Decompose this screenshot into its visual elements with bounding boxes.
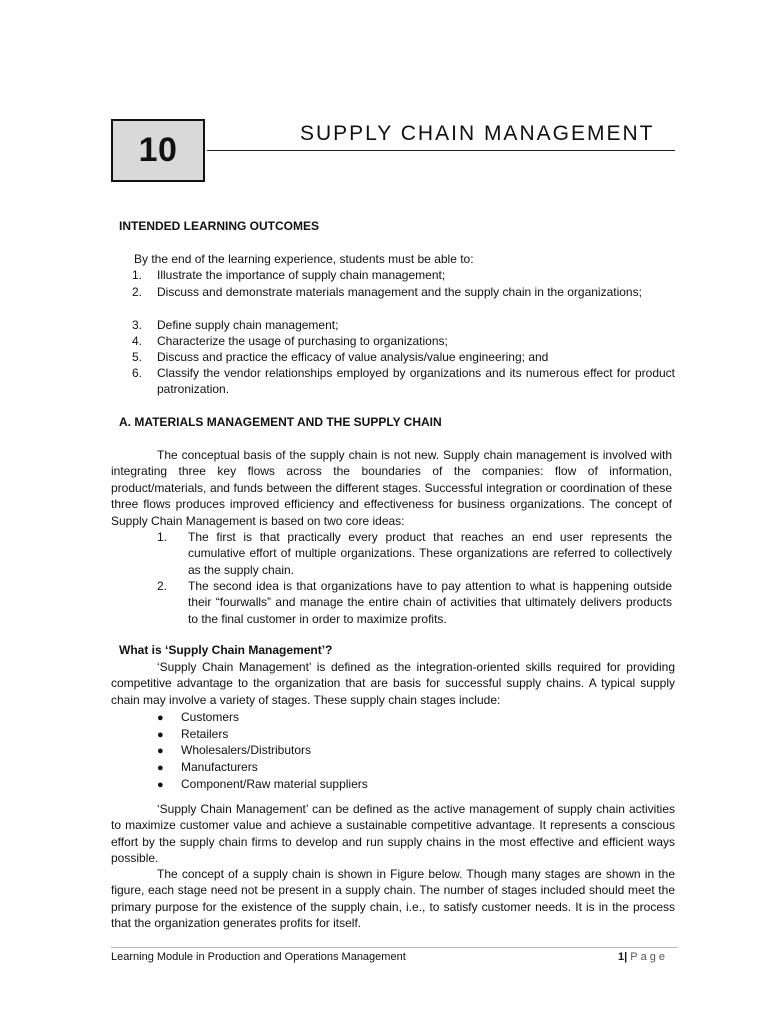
- section-a-paragraph: The conceptual basis of the supply chain is not new. Supply chain management is involved with integrating three key flows across the boundaries of the companies: flow of information, product/materials, and funds between the different stages. Successful integration or coordination of these three flows produces improved efficiency and effectiveness for business organizations. The concept of Supply Chain Management is based on two core ideas:: [111, 448, 672, 528]
- scm-concept-paragraph: The concept of a supply chain is shown in Figure below. Though many stages are shown in the figure, each stage need not be present in a supply chain. The number of stages included should meet the primary purpose for the existence of the supply chain, i.e., to satisfy customer needs. It is in the process that the organization generates profits for itself.: [111, 867, 675, 931]
- outcome-item: [132, 349, 675, 365]
- stage-label: Customers: [181, 710, 240, 724]
- stage-label: Retailers: [181, 727, 229, 741]
- what-is-heading: What is ‘Supply Chain Management’?: [119, 643, 333, 657]
- outcome-item: [132, 284, 675, 300]
- stage-bullet: [157, 709, 239, 726]
- outcome-text: Illustrate the importance of supply chain management;: [157, 268, 446, 282]
- bullet-icon: ●: [157, 712, 164, 724]
- core-idea-text: The first is that practically every product that reaches an end user represents the cumulative effort of multiple organizations. These organizations are referred to collectively as the supply chain.: [188, 530, 672, 577]
- stage-bullet: [157, 726, 228, 743]
- bullet-icon: ●: [157, 745, 164, 757]
- outcome-item: [132, 267, 675, 283]
- stage-bullet: [157, 776, 368, 793]
- core-idea-number: 2.: [157, 579, 168, 593]
- stage-bullet: [157, 759, 258, 776]
- core-idea-number: 1.: [157, 530, 168, 544]
- title-rule: [207, 150, 675, 151]
- page-separator: |: [624, 951, 628, 963]
- footer-rule: [111, 947, 678, 948]
- outcome-number: 6.: [132, 366, 143, 380]
- outcome-item: [132, 317, 675, 333]
- core-idea-text: The second idea is that organizations have to pay attention to what is happening outside their “fourwalls” and manage the entire chain of activities that ultimately delivers products to the final customer in order to maximize profits.: [188, 579, 672, 626]
- outcome-number: 4.: [132, 334, 143, 348]
- scm-definition-paragraph: ‘Supply Chain Management’ can be defined as the active management of supply chain activities to maximize customer value and achieve a sustainable competitive advantage. It represents a conscious effort by the supply chain firms to develop and run supply chains in the most effective and efficient ways possible.: [111, 802, 675, 866]
- page-word: Page: [630, 951, 668, 963]
- outcome-text: Classify the vendor relationships employed by organizations and its numerous effect for product patronization.: [157, 366, 675, 397]
- outcome-number: 5.: [132, 350, 143, 364]
- outcome-item: [132, 333, 675, 349]
- outcome-text: Discuss and practice the efficacy of value analysis/value engineering; and: [157, 350, 549, 364]
- outcome-number: 3.: [132, 318, 143, 332]
- outcome-number: 1.: [132, 268, 143, 282]
- outcome-text: Characterize the usage of purchasing to organizations;: [157, 334, 448, 348]
- bullet-icon: ●: [157, 729, 164, 741]
- page-number: 1: [618, 951, 625, 963]
- section-a-heading: A. MATERIALS MANAGEMENT AND THE SUPPLY CHAIN: [119, 415, 442, 429]
- stage-label: Wholesalers/Distributors: [181, 743, 312, 757]
- stage-label: Manufacturers: [181, 760, 258, 774]
- footer-module-title: Learning Module in Production and Operations Management: [111, 951, 406, 963]
- outcome-text: Define supply chain management;: [157, 318, 339, 332]
- bullet-icon: ●: [157, 762, 164, 774]
- chapter-number-box: [111, 119, 205, 182]
- chapter-title: SUPPLY CHAIN MANAGEMENT: [300, 122, 655, 145]
- bullet-icon: ●: [157, 779, 164, 791]
- outcome-text: Discuss and demonstrate materials management and the supply chain in the organizations;: [157, 285, 642, 299]
- outcome-item: [132, 365, 675, 398]
- outcome-number: 2.: [132, 285, 143, 299]
- stage-bullet: [157, 742, 311, 759]
- stage-label: Component/Raw material suppliers: [181, 777, 368, 791]
- what-is-paragraph: ‘Supply Chain Management’ is defined as the integration-oriented skills required for providing competitive advantage to the organization that are basis for successful supply chains. A typical supply chain may involve a variety of stages. These supply chain stages include:: [111, 660, 675, 707]
- footer-page-indicator: [618, 951, 668, 963]
- outcomes-heading: INTENDED LEARNING OUTCOMES: [119, 219, 320, 233]
- core-idea-item: [157, 529, 672, 578]
- chapter-number: 10: [138, 131, 178, 169]
- core-idea-item: [157, 578, 672, 627]
- outcomes-intro: By the end of the learning experience, students must be able to:: [134, 252, 474, 266]
